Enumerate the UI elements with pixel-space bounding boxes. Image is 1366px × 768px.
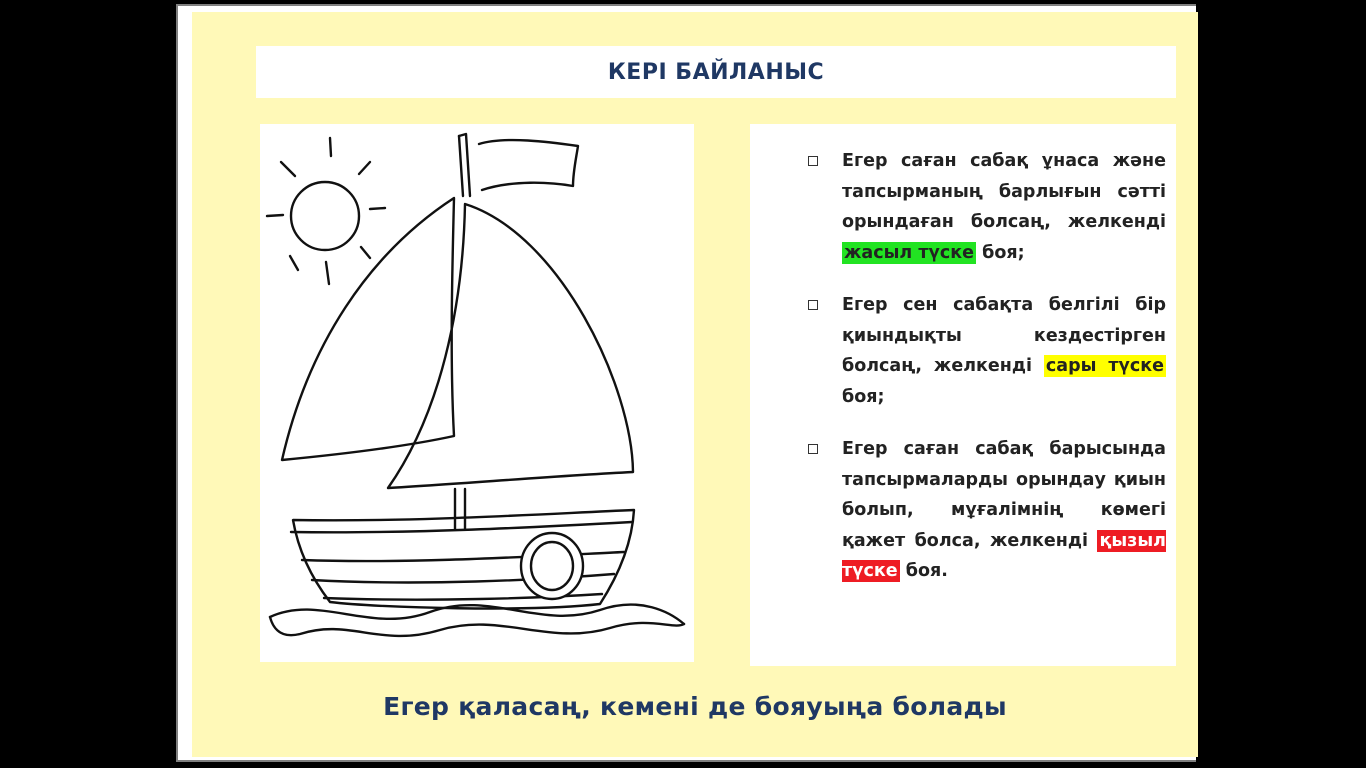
life-ring-icon — [521, 533, 583, 599]
instruction-yellow — [804, 290, 1166, 412]
instruction-text: Егер саған сабақ ұнаса және тапсырманың барлығын сәтті орындаған болсаң, желкенді — [842, 151, 1166, 232]
slide-frame — [176, 4, 1196, 762]
highlight-green: жасыл түске — [844, 242, 975, 263]
highlight-red: қызыл түске — [842, 530, 1166, 581]
sun-icon — [267, 138, 385, 284]
main-sail-icon — [388, 204, 633, 488]
instruction-red — [804, 434, 1166, 587]
sailboat-illustration — [260, 124, 694, 662]
instruction-text-end: боя; — [976, 242, 1025, 263]
mast-icon — [455, 134, 470, 529]
instruction-text: Егер саған сабақ барысында тапсырмаларды орындау қиын болып, мұғалімнің көмегі қажет болса, желкенді — [842, 439, 1166, 551]
instructions-list — [804, 146, 1166, 587]
instructions-box — [750, 124, 1176, 666]
title-box — [256, 46, 1176, 98]
slide-footer: Егер қаласаң, кемені де бояуыңа болады — [383, 692, 1007, 721]
jib-sail-icon — [282, 198, 454, 460]
square-bullet-icon — [808, 156, 818, 166]
instruction-text-end: боя; — [842, 386, 885, 407]
instruction-green — [804, 146, 1166, 268]
slide-title: КЕРІ БАЙЛАНЫС — [607, 59, 825, 85]
flag-icon — [479, 140, 578, 190]
slide — [192, 12, 1198, 757]
instruction-text-end: боя. — [899, 561, 948, 581]
highlight-yellow: сары түске — [1045, 356, 1164, 376]
instruction-text: Егер сен сабақта белгілі бір қиындықты кездестірген болсаң, желкенді — [842, 295, 1166, 376]
square-bullet-icon — [808, 444, 818, 454]
sailboat-icon — [260, 124, 694, 662]
square-bullet-icon — [808, 300, 818, 310]
